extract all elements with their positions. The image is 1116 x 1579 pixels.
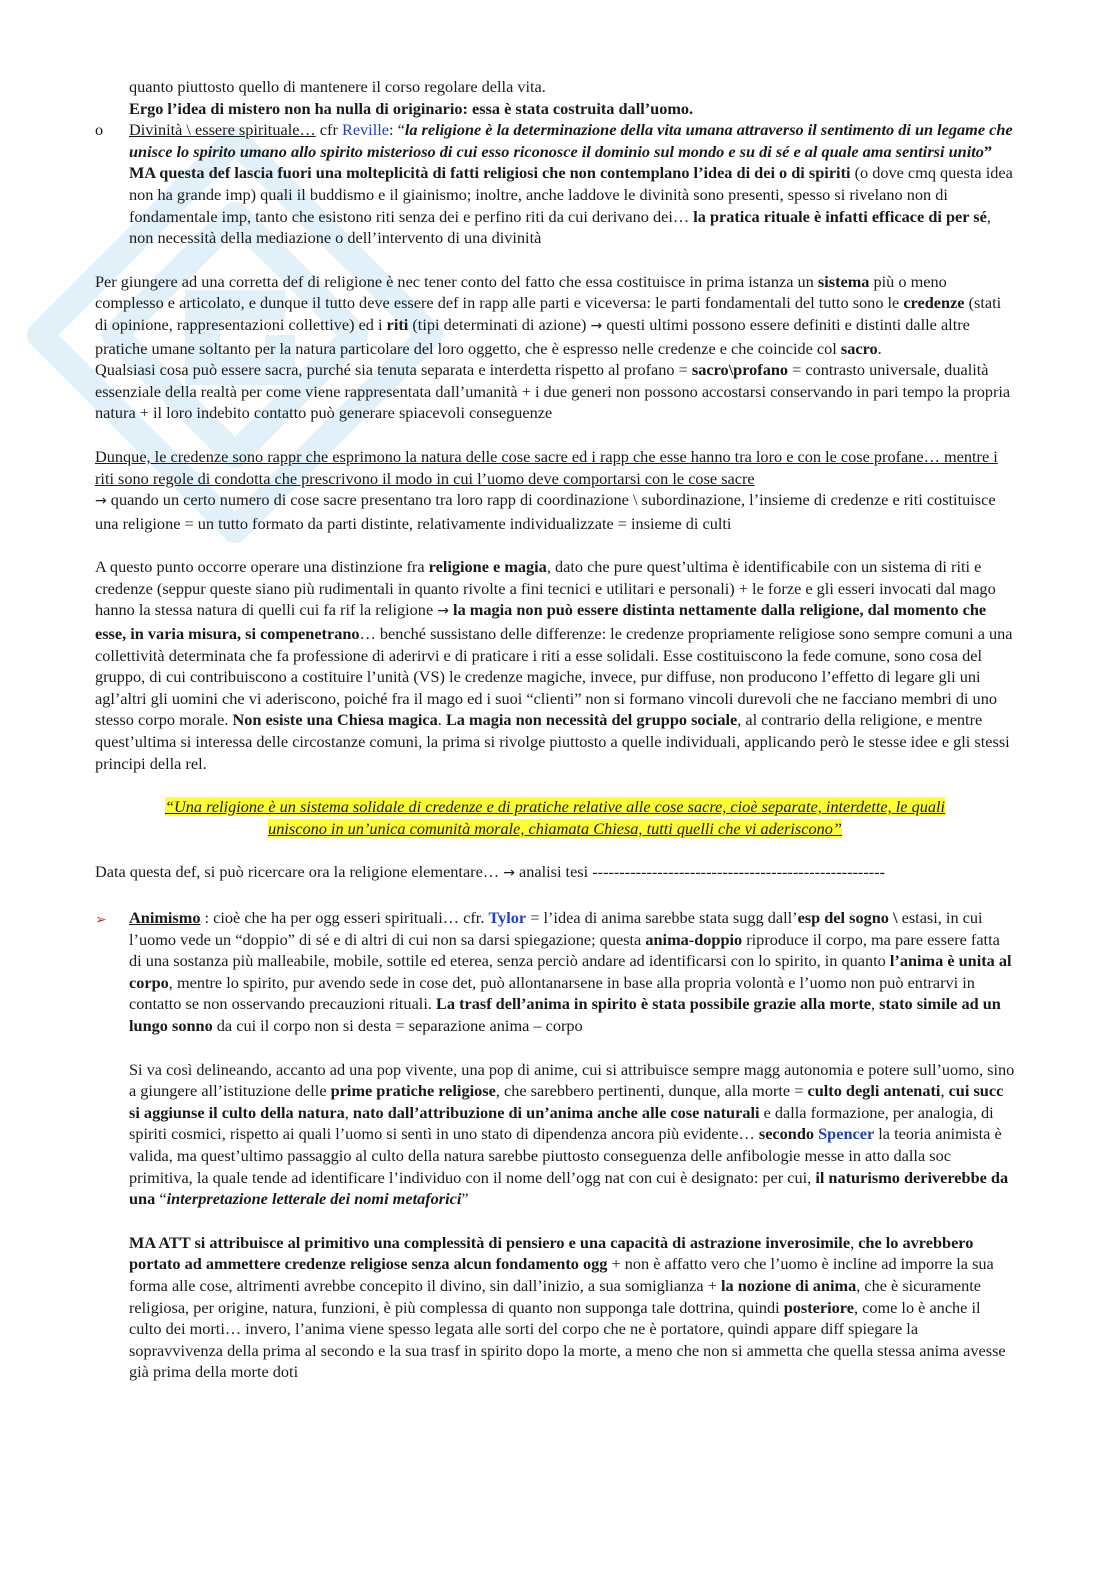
paragraph-critica: MA ATT si attribuisce al primitivo una complessità di pensiero e una capacità di astrazione inverosimile, che lo avrebbero portato ad ammettere credenze religiose senza alcun fondamento ogg + non è affatto vero che l’uomo è incline ad imporre la sua forma alle cose, altrimenti avrebbe concepito il divino, sin dall’inizio, a sua somiglianza + la nozione di anima, che è sicuramente religiosa, per origine, natura, funzioni, è più complessa di quanto non supponga tale dottrina, quindi posteriore, come lo è anche il culto dei morti… invero, l’anima viene spesso legata alle sorti del corpo che ne è portatore, quindi appare diff spiegare la sopravvivenza della prima al secondo e la sua trasf in spirito dopo la morte, a meno che non si ammetta che quella stessa anima avesse già prima della morte doti <box>129 1232 1006 1382</box>
paragraph-culto: Si va così delineando, accanto ad una pop vivente, una pop di anime, cui si attribuisce sempre magg autonomia e potere sull’uomo, sino a giungere all’istituzione delle prime pratiche religiose, che sarebbero pertinenti, dunque, alla morte = culto degli antenati, cui succ si aggiunse il culto della natura, nato dall’attribuzione di un’anima anche alle cose naturali e dalla formazione, per analogia, di spiriti cosmici, rispetto ai quali l’uomo si sentì in uno stato di dipendenza ancora più evidente… secondo Spencer la teoria animista è valida, ma quest’ultimo passaggio al culto della natura sarebbe piuttosto conseguenza delle anfibologie messe in atto dalla soc primitiva, la quale tende ad identificare l’individuo con il nome dell’ogg nat con cui è designato: per cui, il naturismo deriverebbe da una “interpretazione letterale dei nomi metaforici” <box>129 1059 1015 1209</box>
arrow-bullet-icon: ➢ <box>95 912 107 928</box>
paragraph-analisi-tesi: Data questa def, si può ricercare ora la religione elementare… → analisi tesi ------------------------------------------------------ <box>95 862 886 882</box>
list-item-divinita: o Divinità \ essere spirituale… cfr Reville: “la religione è la determinazione della vita umana attraverso il sentimento di un legame che unisce lo spirito umano allo spirito misterioso di cui esso riconosce il dominio sul mondo e su di sé e al quale ama sentirsi unito” MA questa def lascia fuori una molteplicità di fatti religiosi che non contemplano l’idea di dei o di spiriti (o dove cmq questa idea non ha grande imp) quali il buddismo e il giainismo; inoltre, anche laddove le divinità sono presenti, spesso si rivelano non di fondamentale imp, tanto che esistono riti senza dei e perfino riti da cui derivano dei… la pratica rituale è infatti efficace di per sé, non necessità della mediazione o dell’intervento di una divinità <box>95 120 1013 248</box>
topic-animismo: Animismo <box>129 908 201 927</box>
paragraph-sacro-profano: Qualsiasi cosa può essere sacra, purché sia tenuta separata e interdetta rispetto al profano = sacro\profano = contrasto universale, dualità essenziale della realtà per come viene rappresentata dall’umanità + i due generi non possono accostarsi conservando in pari tempo la propria natura + il loro indebito contatto può generare spiacevoli conseguenze <box>95 360 1011 423</box>
quote-reville: la religione è la determinazione della vita umana attraverso il sentimento di un legame che unisce lo spirito umano allo spirito misterioso di cui esso riconosce il dominio sul mondo e su di sé e al quale ama sentirsi unito <box>129 120 1013 161</box>
author-spencer: Spencer <box>818 1124 875 1144</box>
arrow-right-icon: → <box>590 317 603 334</box>
bullet-marker: o <box>95 120 104 140</box>
author-reville: Reville <box>341 120 389 140</box>
author-tylor: Tylor <box>488 908 527 927</box>
paragraph-credenze-riti: Dunque, le credenze sono rappr che esprimono la natura delle cose sacre ed i rapp che esse hanno tra loro e con le cose profane… mentre i riti sono regole di condotta che prescrivono il modo in cui l’uomo deve comportarsi con le cose sacre → quando un certo numero di cose sacre presentano tra loro rapp di coordinazione \ subordinazione, l’insieme di credenze e riti costituisce una religione = un tutto formato da parti distinte, relativamente individualizzate = insieme di culti <box>95 446 998 533</box>
document-page <box>95 76 1015 1383</box>
arrow-right-icon: → <box>95 493 107 510</box>
topic-divinita: Divinità \ essere spirituale… <box>129 120 316 140</box>
paragraph-intro <box>95 76 1015 119</box>
intro-conclusion: Ergo l’idea di mistero non ha nulla di originario: essa è stata costruita dall’uomo. <box>129 98 694 118</box>
paragraph-sistema: Per giungere ad una corretta def di religione è nec tener conto del fatto che essa costituisce in prima istanza un sistema più o meno complesso e articolato, e dunque il tutto deve essere def in rapp alle parti e viceversa: le parti fondamentali del tutto sono le credenze (stati di opinione, rappresentazioni collettive) ed i riti (tipi determinati di azione) → questi ultimi possono essere definiti e distinti dalle altre pratiche umane soltanto per la natura particolare del loro oggetto, che è espresso nelle credenze e che coincide col sacro. <box>95 271 1002 358</box>
paragraph-religione-magia: A questo punto occorre operare una distinzione fra religione e magia, dato che pure quest’ultima è identificabile con un sistema di riti e credenze (seppur queste siano più rudimentali in quanto rivolte a fini tecnici e utilitari e personali) + le forze e gli esseri invocati dal mago hanno la stessa natura di quelli cui fa rif la religione → la magia non può essere distinta nettamente dalla religione, dal momento che esse, in varia misura, si compenetrano… benché sussistano delle differenze: le credenze propriamente religiose sono sempre comuni a una collettività determinata che fa professione di aderirvi e di praticare i riti a esse solidali. Esse costituiscono la fede comune, sono cosa del gruppo, di cui contribuiscono a costituire l’unità (VS) le credenze magiche, invece, pur diffuse, non producono l’effetto di legare gli uni agl’altri gli uomini che vi aderiscono, poiché fra il mago ed i suoi “clienti” non si formano vincoli durevoli che ne facciano membri di uno stesso corpo morale. Non esiste una Chiesa magica. La magia non necessità del gruppo sociale, al contrario della religione, e mentre quest’ultima si interessa delle circostanze comuni, la prima si rivolge piuttosto a quelle individuali, applicando però le stesse idee e gli stessi principi della rel. <box>95 557 1013 773</box>
arrow-right-icon: → <box>437 603 449 620</box>
arrow-right-icon: → <box>503 865 515 882</box>
list-item-animismo: ➢ Animismo : cioè che ha per ogg esseri spirituali… cfr. Tylor = l’idea di anima sarebbe stata sugg dall’esp del sogno \ estasi, in cui l’uomo vede un “doppio” di sé e di altri di cui non sa darsi spiegazione; questa anima-doppio riproduce il corpo, ma pare essere fatta di una sostanza più malleabile, mobile, sottile ed eterea, senza perciò andare ad identificarsi con lo spirito, in quanto l’anima è unita al corpo, mentre lo spirito, pur avendo sede in cose det, può allontanarsene in base alla propria volontà e l’uomo non può entrarvi in contatto se non osservando precauzioni rituali. La trasf dell’anima in spirito è stata possibile grazie alla morte, stato simile ad un lungo sonno da cui il corpo non si desta = separazione anima – corpo <box>95 908 1012 1035</box>
definition-quote: “Una religione è un sistema solidale di credenze e di pratiche relative alle cose sacre, cioè separate, interdette, le quali uniscono in un’unica comunità morale, chiamata Chiesa, tutti quelli che vi aderiscono” <box>164 797 946 838</box>
intro-line: quanto piuttosto quello di mantenere il corso regolare della vita. <box>129 77 546 96</box>
